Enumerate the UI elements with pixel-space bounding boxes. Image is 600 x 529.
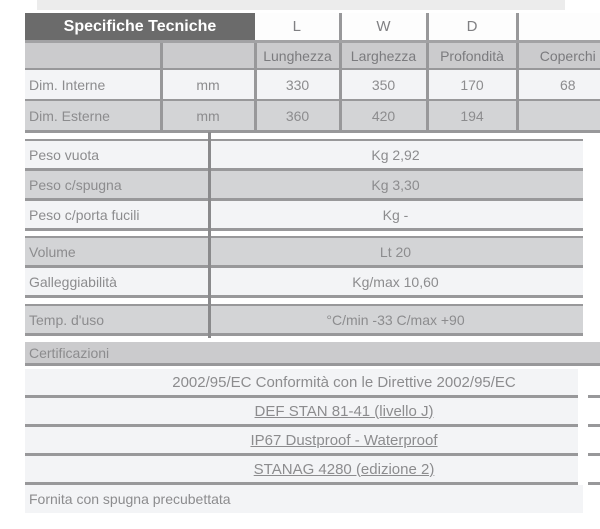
cert-item-ip67: [25, 427, 578, 456]
dim-value-l: 330: [255, 69, 340, 100]
spec-label: Galleggiabilità: [29, 273, 117, 290]
temperature-section: [25, 304, 583, 336]
subheader-empty-unit: [161, 42, 255, 70]
cert-link[interactable]: STANAG 4280 (edizione 2): [253, 460, 435, 478]
cert-item-def-stan: [25, 398, 578, 427]
spec-value: °C/min -33 C/max +90: [326, 311, 465, 328]
subheader-length: Lunghezza: [255, 42, 340, 70]
cropped-top-edge-strip: [37, 0, 565, 10]
spec-value: Kg -: [382, 206, 409, 223]
dim-value-lid: 68: [517, 69, 600, 100]
certifications-list: [25, 369, 578, 485]
spec-row-porta-fucili: [25, 198, 583, 228]
spec-value: Lt 20: [379, 243, 412, 260]
cert-text: 2002/95/EC Conformità con le Direttive 2002/95/EC: [172, 373, 516, 391]
spec-label: Peso c/spugna: [29, 176, 122, 193]
dim-value-w: 350: [340, 69, 427, 100]
subheader-width: Larghezza: [340, 42, 427, 70]
cut-line-segment: [588, 395, 600, 398]
weight-section: [25, 139, 583, 231]
col-header-lid-empty: [517, 13, 600, 42]
certifications-section-label: Certificazioni: [25, 342, 600, 366]
spec-label: Volume: [29, 243, 76, 260]
spec-value: Kg 2,92: [371, 146, 420, 163]
table-title: Specifiche Tecniche: [25, 13, 255, 42]
spec-row-galleggiabilita: [25, 265, 583, 295]
subheader-lid: Coperchi: [517, 42, 600, 70]
spec-value: Kg/max 10,60: [352, 273, 439, 290]
dim-unit: mm: [161, 100, 255, 132]
dim-label: Dim. Interne: [25, 69, 161, 100]
dim-value-d: 194: [427, 100, 517, 132]
dim-value-d: 170: [427, 69, 517, 100]
spec-label: Peso vuota: [29, 146, 100, 163]
volume-section: [25, 236, 583, 298]
cert-link[interactable]: IP67 Dustproof - Waterproof: [250, 431, 438, 449]
dim-value-l: 360: [255, 100, 340, 132]
cert-item-rohs: [25, 369, 578, 398]
table-header-row: [25, 13, 600, 42]
spec-row-volume: [25, 238, 583, 265]
dim-value-lid: [517, 100, 600, 132]
dim-label: Dim. Esterne: [25, 100, 161, 132]
cut-line-segment: [588, 453, 600, 456]
subheader-empty-label: [25, 42, 161, 70]
footer-note: Fornita con spugna precubettata: [25, 485, 583, 513]
dim-unit: mm: [161, 69, 255, 100]
cut-line-segment: [588, 424, 600, 427]
spec-label: Peso c/porta fucili: [29, 206, 140, 223]
table-subheader-row: [25, 42, 600, 70]
col-header-w: W: [340, 13, 427, 42]
spec-row-peso-vuota: [25, 141, 583, 168]
spec-value: Kg 3,30: [371, 176, 420, 193]
spec-label: Temp. d'uso: [29, 311, 105, 328]
cut-line-segment: [588, 482, 600, 485]
spec-row-peso-spugna: [25, 168, 583, 198]
col-header-d: D: [427, 13, 517, 42]
dim-value-w: 420: [340, 100, 427, 132]
cert-item-stanag: [25, 456, 578, 485]
table-row-dim-esterne: [25, 100, 600, 132]
subheader-depth: Profondità: [427, 42, 517, 70]
dimensions-table: [25, 13, 600, 133]
cert-link[interactable]: DEF STAN 81-41 (livello J): [254, 402, 434, 420]
spec-row-temp-uso: [25, 306, 583, 333]
vertical-divider-line: [208, 132, 211, 338]
col-header-l: L: [255, 13, 340, 42]
table-row-dim-interne: [25, 69, 600, 100]
